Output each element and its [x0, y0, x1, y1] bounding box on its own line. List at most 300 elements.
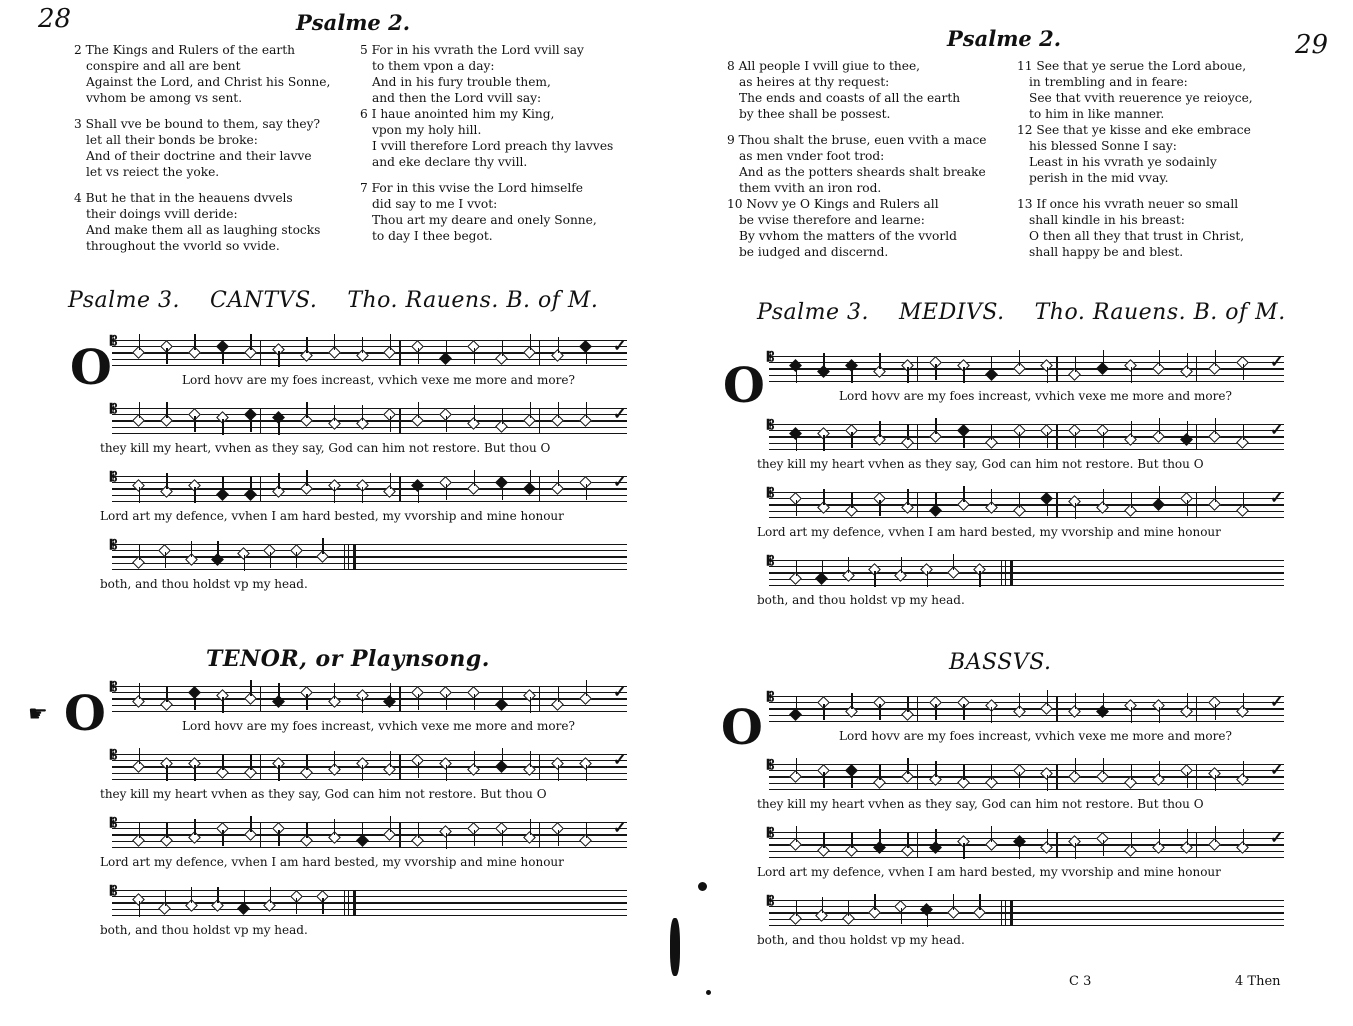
bar-line: [917, 356, 918, 382]
bar-line: [1196, 832, 1197, 858]
verse-line: And as the potters sheards shalt breake: [739, 165, 986, 179]
note-stem: [1243, 829, 1244, 845]
note-stem: [558, 830, 559, 846]
verse-line: his blessed Sonne I say:: [1029, 139, 1177, 153]
verse-line: And in his fury trouble them,: [372, 75, 551, 89]
note-stem: [446, 416, 447, 432]
note-stem: [1019, 843, 1020, 859]
note-stem: [796, 367, 797, 383]
verse-line: by thee shall be possest.: [739, 107, 891, 121]
note-stem: [278, 830, 279, 846]
verse-line: 12 See that ye kisse and eke embrace: [1017, 123, 1251, 137]
bar-line: [399, 340, 400, 366]
verse-stanza: [74, 42, 330, 106]
note-stem: [1243, 492, 1244, 508]
lyric-line: Lord hovv are my foes increast, vvhich vexe me more and more?: [839, 729, 1232, 743]
note-stem: [194, 487, 195, 503]
bar-line: [539, 686, 540, 712]
note-stem: [874, 894, 875, 910]
music-staff: [110, 748, 627, 780]
bar-line: [1056, 424, 1057, 450]
bar-line: [1056, 832, 1057, 858]
note-stem: [390, 334, 391, 350]
note-stem: [927, 911, 928, 927]
custos-icon: ✓: [613, 750, 627, 769]
staff-line: [769, 498, 1284, 499]
note-stem: [334, 819, 335, 835]
note-stem: [191, 541, 192, 557]
verse-line: conspire and all are bent: [86, 59, 241, 73]
psalm-number: Psalme 3.: [68, 288, 181, 313]
bar-line: [1196, 696, 1197, 722]
note-stem: [953, 554, 954, 570]
note-stem: [586, 680, 587, 696]
bar-line: [399, 754, 400, 780]
note-stem: [322, 538, 323, 554]
staff-line: [112, 847, 627, 848]
bar-line: [260, 822, 261, 848]
note-stem: [1075, 758, 1076, 774]
final-bar-line: [1001, 560, 1002, 586]
note-stem: [362, 487, 363, 503]
note-stem: [991, 707, 992, 723]
verse-line: Thou art my deare and onely Sonne,: [372, 213, 597, 227]
note-stem: [901, 557, 902, 573]
verse-line: and eke declare thy vvill.: [372, 155, 528, 169]
note-stem: [586, 484, 587, 500]
verse-line: 7 For in this vvise the Lord himselfe: [360, 181, 584, 195]
staff-line: [769, 560, 1284, 561]
staff-line: [769, 443, 1284, 444]
note-stem: [250, 334, 251, 350]
staff-line: [769, 517, 1284, 518]
composer: Tho. Rauens. B. of M.: [347, 288, 599, 313]
bar-line: [260, 754, 261, 780]
note-stem: [166, 686, 167, 702]
note-stem: [1159, 761, 1160, 777]
staff-line: [112, 427, 627, 428]
verse-line: And of their doctrine and their lavve: [86, 149, 312, 163]
note-stem: [296, 898, 297, 914]
note-stem: [979, 894, 980, 910]
verse-line: vvhom be among vs sent.: [86, 91, 243, 105]
note-stem: [1019, 492, 1020, 508]
note-stem: [879, 353, 880, 369]
verse-stanza: [360, 42, 613, 170]
final-bar-line: [1010, 900, 1013, 926]
music-staff: [767, 554, 1284, 586]
right-page: [677, 0, 1353, 1026]
lyric-line: they kill my heart vvhen as they say, God can him not restore. But thou O: [757, 797, 1204, 811]
note-stem: [278, 473, 279, 489]
note-stem: [1103, 432, 1104, 448]
note-stem: [502, 830, 503, 846]
verse-line: 8 All people I vvill giue to thee,: [727, 59, 921, 73]
catchword: 4 Then: [1235, 974, 1281, 989]
verse-line: shall kindle in his breast:: [1029, 213, 1185, 227]
lyric-line: both, and thou holdst vp my head.: [757, 593, 965, 607]
bar-line: [399, 408, 400, 434]
bar-line: [539, 340, 540, 366]
verse-column-2: [1017, 58, 1253, 270]
note-stem: [851, 772, 852, 788]
note-stem: [334, 683, 335, 699]
note-stem: [823, 489, 824, 505]
lyric-line: Lord art my defence, vvhen I am hard bested, my vvorship and mine honour: [757, 865, 1221, 879]
verse-line: 13 If once his vvrath neuer so small: [1017, 197, 1239, 211]
verse-line: did say to me I vvot:: [372, 197, 498, 211]
note-stem: [1075, 693, 1076, 709]
note-stem: [1159, 829, 1160, 845]
verse-stanza: [1017, 196, 1253, 260]
note-stem: [963, 764, 964, 780]
music-staff: [767, 690, 1284, 722]
note-stem: [250, 754, 251, 770]
verse-line: Against the Lord, and Christ his Sonne,: [86, 75, 331, 89]
verse-stanza: [74, 190, 330, 254]
note-stem: [166, 765, 167, 781]
verse-line: shall happy be and blest.: [1029, 245, 1184, 259]
note-stem: [191, 887, 192, 903]
note-stem: [446, 340, 447, 356]
custos-icon: ✓: [1270, 692, 1284, 711]
note-stem: [502, 748, 503, 764]
staff-line: [112, 705, 627, 706]
staff-line: [769, 585, 1284, 586]
note-stem: [530, 751, 531, 767]
staff-line: [769, 721, 1284, 722]
staff-line: [112, 779, 627, 780]
staff-line: [112, 495, 627, 496]
custos-icon: ✓: [1270, 352, 1284, 371]
custos-icon: ✓: [1270, 488, 1284, 507]
note-stem: [1131, 707, 1132, 723]
note-stem: [222, 419, 223, 435]
verse-column-2: [360, 42, 613, 254]
staff-line: [112, 698, 627, 699]
bar-line: [539, 754, 540, 780]
clef-icon: 𝄡: [767, 554, 775, 569]
bar-line: [260, 686, 261, 712]
final-bar-line: [353, 890, 356, 916]
note-stem: [217, 541, 218, 557]
lyric-line: Lord hovv are my foes increast, vvhich vexe me more and more?: [182, 719, 575, 733]
note-stem: [530, 470, 531, 486]
staff-line: [769, 857, 1284, 858]
verse-line: 10 Novv ye O Kings and Rulers all: [727, 197, 939, 211]
note-stem: [165, 890, 166, 906]
bar-line: [1196, 424, 1197, 450]
note-stem: [558, 765, 559, 781]
note-stem: [907, 489, 908, 505]
custos-icon: ✓: [1270, 420, 1284, 439]
staff-line: [112, 841, 627, 842]
lyric-line: Lord art my defence, vvhen I am hard bested, my vvorship and mine honour: [100, 855, 564, 869]
note-stem: [334, 405, 335, 421]
staff-line: [769, 375, 1284, 376]
note-stem: [874, 571, 875, 587]
verse-line: to them vpon a day:: [372, 59, 495, 73]
staff-line: [112, 433, 627, 434]
staff-line: [769, 764, 1284, 765]
clef-icon: 𝄡: [767, 418, 775, 433]
final-bar-line: [1005, 560, 1006, 586]
note-stem: [362, 822, 363, 838]
note-stem: [796, 758, 797, 774]
verse-line: vpon my holy hill.: [372, 123, 482, 137]
note-stem: [558, 337, 559, 353]
verse-line: The ends and coasts of all the earth: [739, 91, 961, 105]
verse-stanza: [1017, 58, 1253, 186]
verse-line: 3 Shall vve be bound to them, say they?: [74, 117, 321, 131]
verse-line: 9 Thou shalt the bruse, euen vvith a mace: [727, 133, 987, 147]
note-stem: [907, 832, 908, 848]
note-stem: [879, 500, 880, 516]
final-bar-line: [1005, 900, 1006, 926]
note-stem: [1131, 421, 1132, 437]
note-stem: [1187, 500, 1188, 516]
verse-line: let vs reiect the yoke.: [86, 165, 220, 179]
staff-line: [769, 789, 1284, 790]
custos-icon: ✓: [1270, 760, 1284, 779]
bar-line: [917, 764, 918, 790]
staff-line: [112, 408, 627, 409]
note-stem: [823, 704, 824, 720]
note-stem: [1131, 764, 1132, 780]
note-stem: [879, 829, 880, 845]
note-stem: [1243, 693, 1244, 709]
custos-icon: ✓: [613, 472, 627, 491]
music-staff: [110, 884, 627, 916]
composer: Tho. Rauens. B. of M.: [1034, 300, 1286, 325]
note-stem: [222, 476, 223, 492]
staff-line: [112, 711, 627, 712]
voice-name: CANTVS.: [210, 288, 318, 313]
note-stem: [390, 416, 391, 432]
verse-stanza: [360, 180, 613, 244]
verse-stanza: [727, 132, 987, 260]
note-stem: [502, 340, 503, 356]
verse-line: as men vnder foot trod:: [739, 149, 885, 163]
note-stem: [296, 552, 297, 568]
clef-icon: 𝄡: [110, 470, 118, 485]
note-stem: [1047, 775, 1048, 791]
note-stem: [927, 571, 928, 587]
staff-line: [769, 783, 1284, 784]
bar-line: [917, 424, 918, 450]
verse-line: Least in his vvrath ye sodainly: [1029, 155, 1217, 169]
bar-line: [539, 476, 540, 502]
note-stem: [1103, 489, 1104, 505]
staff-line: [769, 504, 1284, 505]
ink-spot: [698, 882, 707, 891]
note-stem: [306, 694, 307, 710]
note-stem: [935, 364, 936, 380]
verse-line: their doings vvill deride:: [86, 207, 238, 221]
note-stem: [306, 402, 307, 418]
music-staff: [110, 680, 627, 712]
note-stem: [390, 473, 391, 489]
note-stem: [250, 816, 251, 832]
note-stem: [586, 822, 587, 838]
note-stem: [586, 348, 587, 364]
note-stem: [418, 694, 419, 710]
verse-line: 6 I haue anointed him my King,: [360, 107, 555, 121]
staff-line: [112, 773, 627, 774]
note-stem: [991, 826, 992, 842]
verse-line: to day I thee begot.: [372, 229, 493, 243]
note-stem: [907, 696, 908, 712]
note-stem: [953, 894, 954, 910]
staff-line: [769, 776, 1284, 777]
note-stem: [1215, 350, 1216, 366]
staff-line: [769, 436, 1284, 437]
note-stem: [474, 405, 475, 421]
running-head: Psalme 2.: [947, 26, 1062, 51]
note-stem: [796, 826, 797, 842]
note-stem: [1047, 500, 1048, 516]
ink-blot: [670, 918, 680, 976]
voice-name: TENOR, or Playnsong.: [206, 646, 490, 672]
custos-icon: ✓: [613, 682, 627, 701]
note-stem: [446, 484, 447, 500]
staff-line: [112, 544, 627, 545]
note-stem: [530, 697, 531, 713]
note-stem: [1103, 693, 1104, 709]
note-stem: [139, 402, 140, 418]
note-stem: [306, 470, 307, 486]
note-stem: [362, 697, 363, 713]
note-stem: [851, 492, 852, 508]
lyric-line: both, and thou holdst vp my head.: [100, 923, 308, 937]
staff-line: [112, 346, 627, 347]
note-stem: [963, 704, 964, 720]
final-bar-line: [1010, 560, 1013, 586]
note-stem: [1047, 367, 1048, 383]
note-stem: [1159, 486, 1160, 502]
note-stem: [963, 367, 964, 383]
staff-line: [112, 754, 627, 755]
final-bar-line: [353, 544, 356, 570]
note-stem: [1243, 761, 1244, 777]
note-stem: [963, 486, 964, 502]
lyric-line: both, and thou holdst vp my head.: [757, 933, 965, 947]
note-stem: [334, 487, 335, 503]
note-stem: [502, 686, 503, 702]
staff-line: [769, 492, 1284, 493]
note-stem: [139, 822, 140, 838]
staff-line: [112, 686, 627, 687]
staff-line: [112, 915, 627, 916]
note-stem: [558, 470, 559, 486]
note-stem: [907, 367, 908, 383]
note-stem: [244, 890, 245, 906]
final-bar-line: [348, 544, 349, 570]
note-stem: [306, 754, 307, 770]
note-stem: [1215, 826, 1216, 842]
note-stem: [139, 748, 140, 764]
note-stem: [823, 435, 824, 451]
note-stem: [194, 819, 195, 835]
note-stem: [166, 348, 167, 364]
tune-heading-bassus: [949, 650, 1081, 675]
staff-line: [112, 828, 627, 829]
note-stem: [390, 816, 391, 832]
bar-line: [917, 696, 918, 722]
note-stem: [530, 819, 531, 835]
note-stem: [879, 764, 880, 780]
note-stem: [1215, 486, 1216, 502]
final-bar-line: [1001, 900, 1002, 926]
verse-line: them vvith an iron rod.: [739, 181, 882, 195]
staff-line: [769, 368, 1284, 369]
note-stem: [446, 765, 447, 781]
note-stem: [278, 419, 279, 435]
note-stem: [1019, 350, 1020, 366]
note-stem: [250, 416, 251, 432]
note-stem: [418, 487, 419, 503]
note-stem: [796, 696, 797, 712]
note-stem: [823, 353, 824, 369]
staff-line: [769, 702, 1284, 703]
staff-line: [112, 890, 627, 891]
custos-icon: ✓: [613, 818, 627, 837]
note-stem: [474, 694, 475, 710]
verse-line: 11 See that ye serue the Lord aboue,: [1017, 59, 1247, 73]
note-stem: [851, 432, 852, 448]
note-stem: [991, 489, 992, 505]
decorated-initial: O: [723, 358, 765, 414]
clef-icon: 𝄡: [767, 486, 775, 501]
music-staff: [110, 470, 627, 502]
note-stem: [1131, 492, 1132, 508]
verse-line: And make them all as laughing stocks: [86, 223, 321, 237]
note-stem: [322, 898, 323, 914]
tune-heading-medius: [757, 300, 1316, 325]
note-stem: [270, 552, 271, 568]
note-stem: [1075, 356, 1076, 372]
final-bar-line: [344, 544, 345, 570]
music-staff: [110, 334, 627, 366]
note-stem: [1159, 418, 1160, 434]
verse-line: and then the Lord vvill say:: [372, 91, 542, 105]
note-stem: [194, 416, 195, 432]
note-stem: [222, 697, 223, 713]
page-number: 28: [38, 4, 72, 34]
note-stem: [935, 418, 936, 434]
note-stem: [278, 765, 279, 781]
note-stem: [390, 683, 391, 699]
signature-mark: C 3: [1069, 974, 1092, 989]
page-number: 29: [1295, 30, 1329, 60]
note-stem: [1075, 432, 1076, 448]
verse-column-1: [74, 42, 330, 264]
note-stem: [278, 683, 279, 699]
bar-line: [399, 822, 400, 848]
note-stem: [1187, 693, 1188, 709]
note-stem: [139, 487, 140, 503]
staff-line: [112, 420, 627, 421]
bar-line: [260, 408, 261, 434]
lyric-line: both, and thou holdst vp my head.: [100, 577, 308, 591]
note-stem: [558, 402, 559, 418]
bar-line: [260, 476, 261, 502]
lyric-line: Lord art my defence, vvhen I am hard bested, my vvorship and mine honour: [757, 525, 1221, 539]
pointing-hand-icon: ☛: [28, 702, 48, 727]
final-bar-line: [348, 890, 349, 916]
note-stem: [306, 822, 307, 838]
staff-line: [769, 844, 1284, 845]
